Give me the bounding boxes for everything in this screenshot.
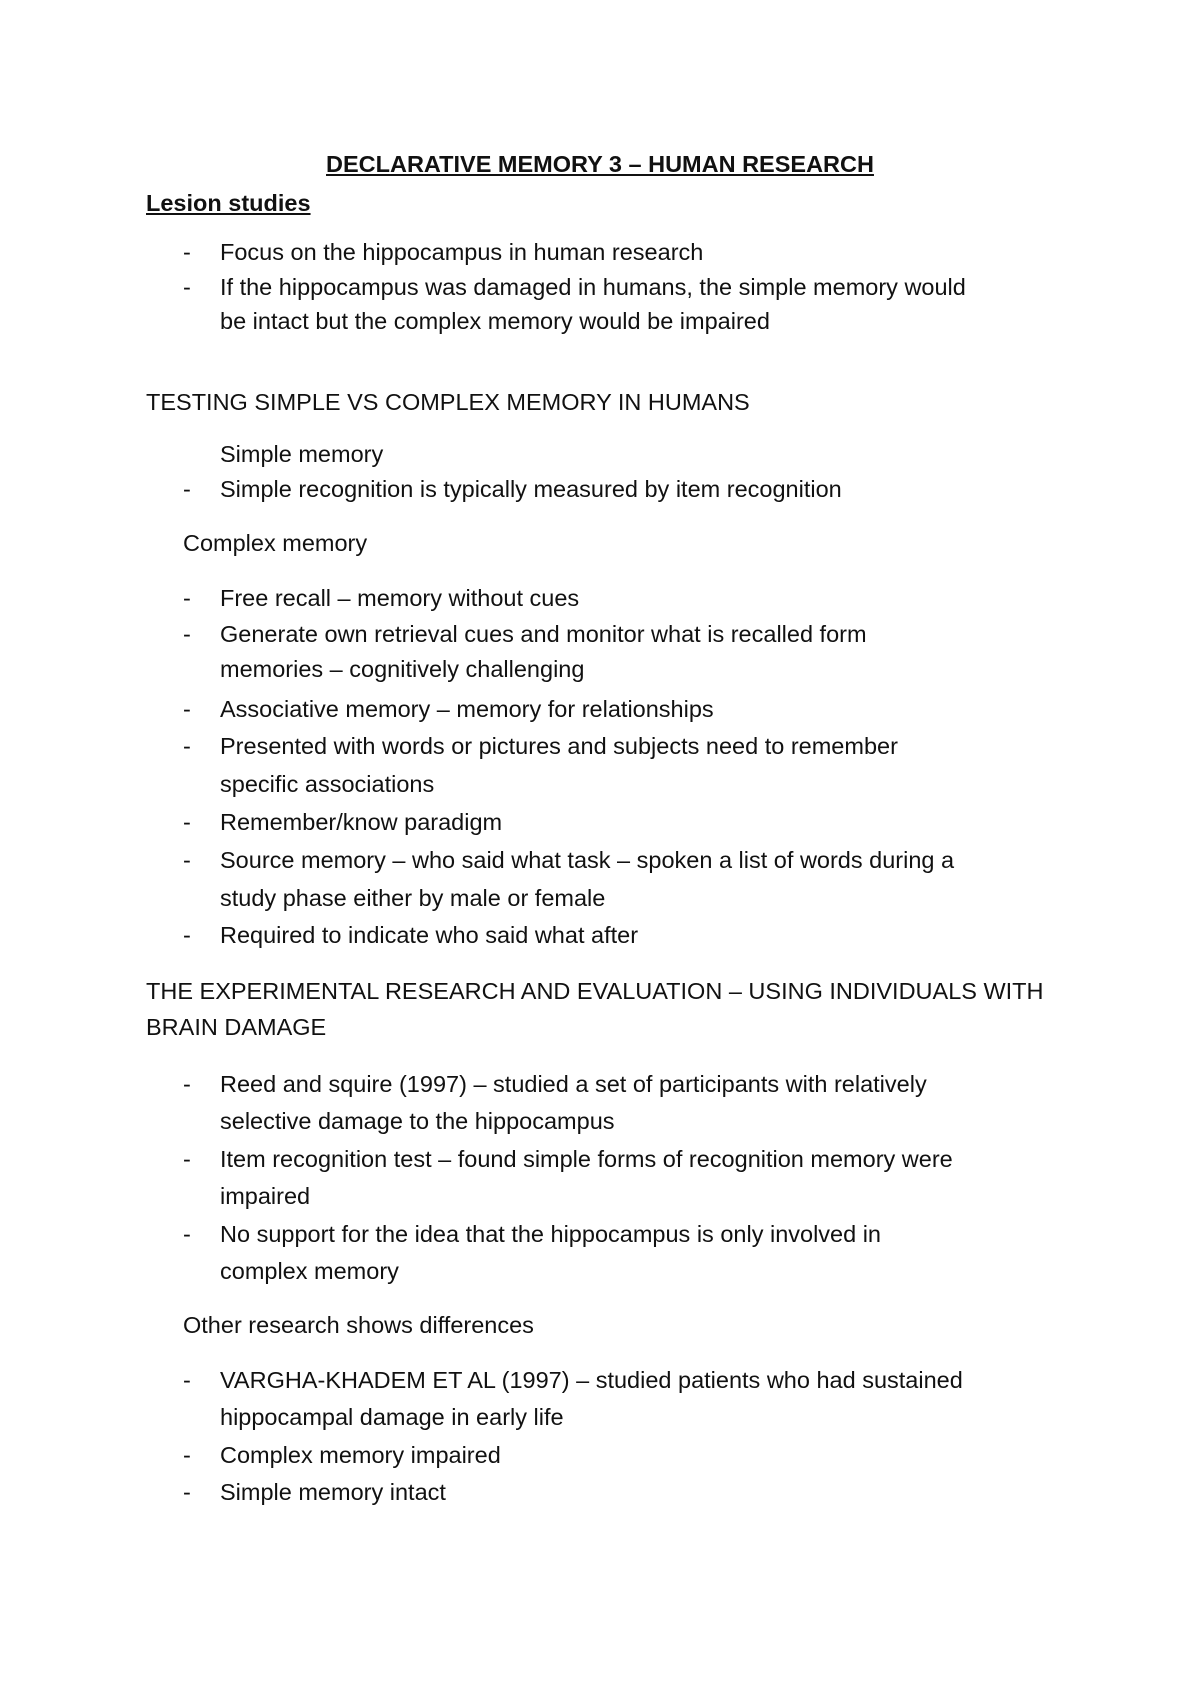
bullet-dash: - <box>183 1442 191 1468</box>
bullet-dash: - <box>183 696 191 722</box>
subheading-complex-memory: Complex memory <box>183 530 368 556</box>
section-heading-experimental: THE EXPERIMENTAL RESEARCH AND EVALUATION – USING INDIVIDUALS WITH <box>146 978 1044 1004</box>
subheading-other-research: Other research shows differences <box>183 1312 534 1338</box>
section-heading-lesion: Lesion studies <box>146 190 311 216</box>
list-item: Free recall – memory without cues <box>220 585 580 611</box>
list-item: Simple recognition is typically measured by item recognition <box>220 476 842 502</box>
list-item: Focus on the hippocampus in human research <box>220 239 704 265</box>
list-item: Presented with words or pictures and subjects need to remember <box>220 733 898 759</box>
list-item-continuation: impaired <box>220 1183 311 1209</box>
list-item: Item recognition test – found simple forms of recognition memory were <box>220 1146 953 1172</box>
list-item: No support for the idea that the hippocampus is only involved in <box>220 1221 882 1247</box>
list-item: Complex memory impaired <box>220 1442 501 1468</box>
bullet-dash: - <box>183 476 191 502</box>
list-item: Remember/know paradigm <box>220 809 503 835</box>
list-item: Generate own retrieval cues and monitor what is recalled form <box>220 621 867 647</box>
list-item: VARGHA-KHADEM ET AL (1997) – studied patients who had sustained <box>220 1367 963 1393</box>
bullet-dash: - <box>183 922 191 948</box>
list-item-continuation: complex memory <box>220 1258 399 1284</box>
list-item-continuation: study phase either by male or female <box>220 885 606 911</box>
bullet-dash: - <box>183 1146 191 1172</box>
bullet-dash: - <box>183 1221 191 1247</box>
list-item: Simple memory intact <box>220 1479 446 1505</box>
list-item: If the hippocampus was damaged in humans, the simple memory would <box>220 274 966 300</box>
list-item: Required to indicate who said what after <box>220 922 639 948</box>
bullet-dash: - <box>183 274 191 300</box>
bullet-dash: - <box>183 733 191 759</box>
list-item-continuation: specific associations <box>220 771 435 797</box>
list-item-continuation: memories – cognitively challenging <box>220 656 585 682</box>
bullet-dash: - <box>183 1479 191 1505</box>
bullet-dash: - <box>183 809 191 835</box>
list-item-continuation: hippocampal damage in early life <box>220 1404 564 1430</box>
list-item-continuation: be intact but the complex memory would be impaired <box>220 308 770 334</box>
list-item-continuation: selective damage to the hippocampus <box>220 1108 615 1134</box>
bullet-dash: - <box>183 239 191 265</box>
bullet-dash: - <box>183 847 191 873</box>
bullet-dash: - <box>183 1071 191 1097</box>
section-heading-testing: TESTING SIMPLE VS COMPLEX MEMORY IN HUMANS <box>146 389 750 415</box>
list-item: Source memory – who said what task – spoken a list of words during a <box>220 847 955 873</box>
list-item: Associative memory – memory for relationships <box>220 696 714 722</box>
subheading-simple-memory: Simple memory <box>220 441 384 467</box>
section-heading-experimental-cont: BRAIN DAMAGE <box>146 1014 327 1040</box>
page-title: DECLARATIVE MEMORY 3 – HUMAN RESEARCH <box>326 151 874 177</box>
list-item: Reed and squire (1997) – studied a set of participants with relatively <box>220 1071 927 1097</box>
bullet-dash: - <box>183 1367 191 1393</box>
bullet-dash: - <box>183 585 191 611</box>
bullet-dash: - <box>183 621 191 647</box>
